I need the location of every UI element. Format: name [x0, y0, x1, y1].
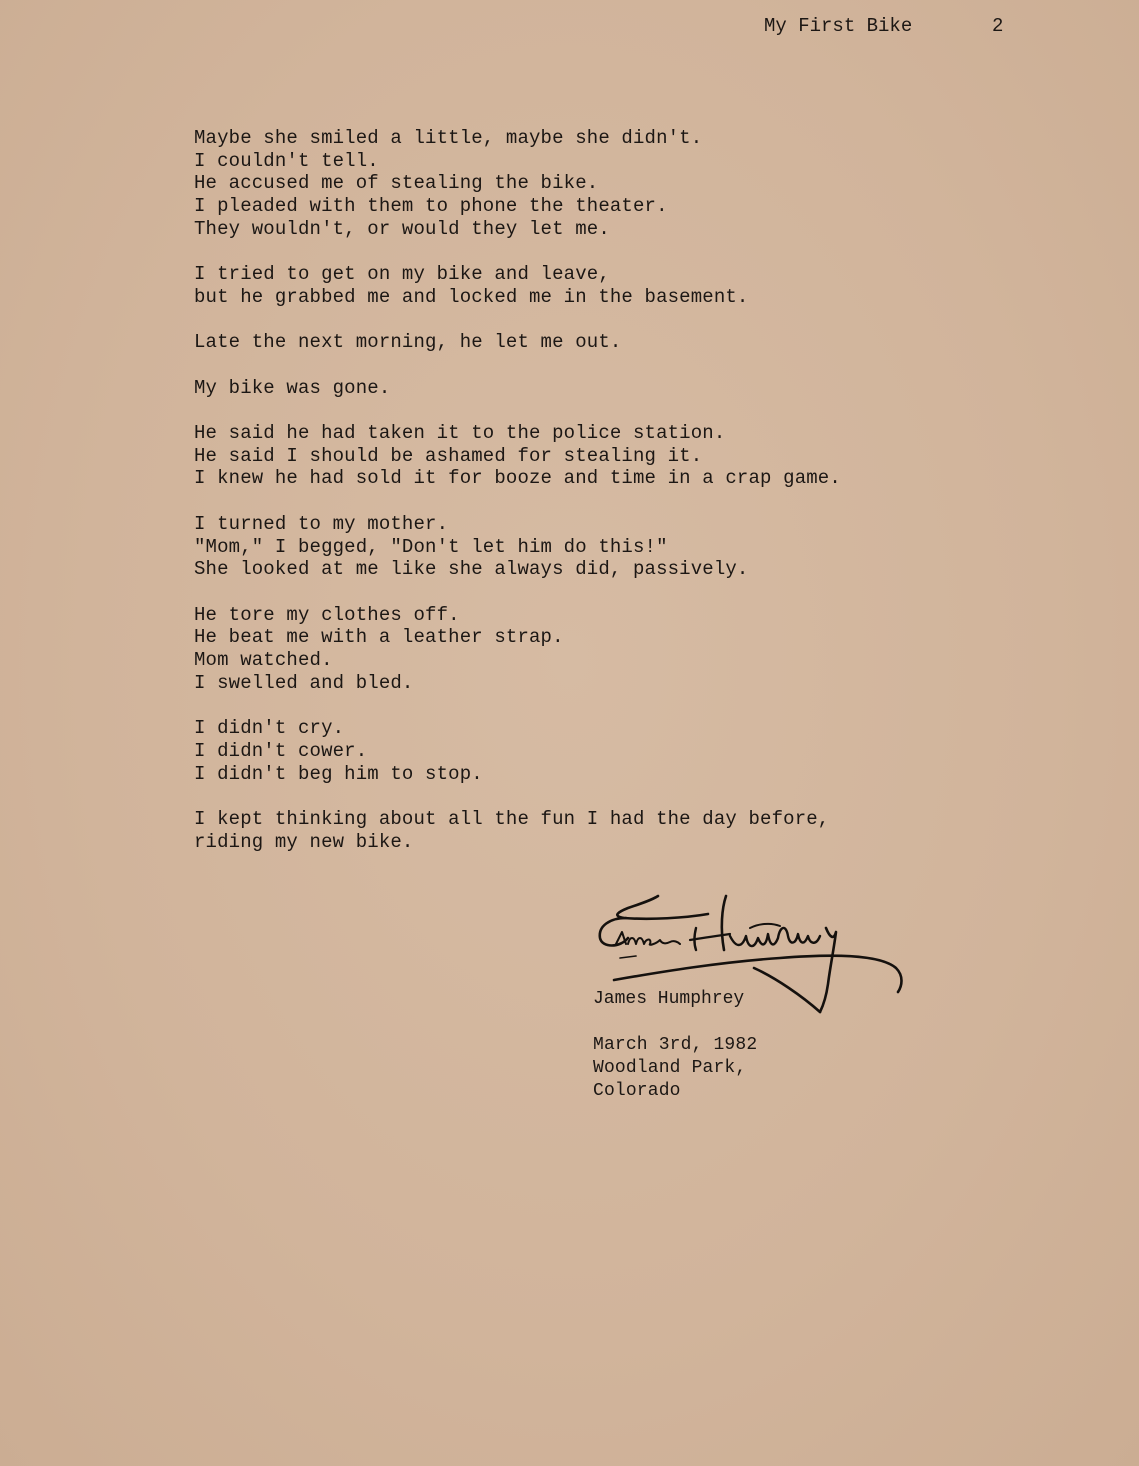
poem-line: I couldn't tell.: [194, 149, 379, 172]
poem-line: Maybe she smiled a little, maybe she didn't.: [194, 127, 703, 149]
poem-line: Late the next morning, he let me out.: [194, 331, 622, 354]
place-city: Woodland Park,: [593, 1058, 747, 1078]
poem-line: but he grabbed me and locked me in the basement.: [194, 285, 749, 308]
stanza: [194, 331, 894, 354]
poem-line: They wouldn't, or would they let me.: [194, 217, 610, 240]
poem-line: "Mom," I begged, "Don't let him do this!": [194, 535, 668, 558]
poem-line: He accused me of stealing the bike.: [194, 172, 599, 195]
poem-line: Mom watched.: [194, 649, 333, 672]
stanza: [194, 717, 894, 785]
stanza: [194, 604, 894, 695]
poem-line: He said he had taken it to the police station.: [194, 422, 726, 445]
poem-line: He tore my clothes off.: [194, 603, 460, 626]
poem-line: My bike was gone.: [194, 376, 391, 399]
stanza: [194, 263, 894, 308]
stanza: [194, 513, 894, 581]
stanza: [194, 422, 894, 490]
date-and-place: [593, 1034, 757, 1103]
poem-body: [194, 127, 894, 876]
poem-line: She looked at me like she always did, passively.: [194, 558, 749, 581]
page-number: 2: [992, 15, 1004, 37]
running-header-title: My First Bike: [764, 15, 913, 37]
place-state: Colorado: [593, 1081, 681, 1101]
poem-line: I swelled and bled.: [194, 671, 414, 694]
poem-line: He said I should be ashamed for stealing it.: [194, 444, 703, 467]
poem-line: I didn't cry.: [194, 717, 345, 740]
poem-line: I didn't beg him to stop.: [194, 762, 483, 785]
stanza: [194, 808, 894, 853]
stanza: [194, 377, 894, 400]
stanza: [194, 127, 894, 241]
poem-line: He beat me with a leather strap.: [194, 626, 564, 649]
poem-line: I knew he had sold it for booze and time in a crap game.: [194, 467, 841, 490]
poem-line: I didn't cower.: [194, 739, 368, 762]
signer-name: James Humphrey: [593, 989, 745, 1009]
poem-line: riding my new bike.: [194, 830, 414, 853]
poem-line: I kept thinking about all the fun I had the day before,: [194, 807, 830, 830]
poem-line: I tried to get on my bike and leave,: [194, 263, 610, 286]
signature-date: March 3rd, 1982: [593, 1035, 758, 1055]
poem-line: I turned to my mother.: [194, 512, 449, 535]
poem-line: I pleaded with them to phone the theater.: [194, 195, 668, 218]
